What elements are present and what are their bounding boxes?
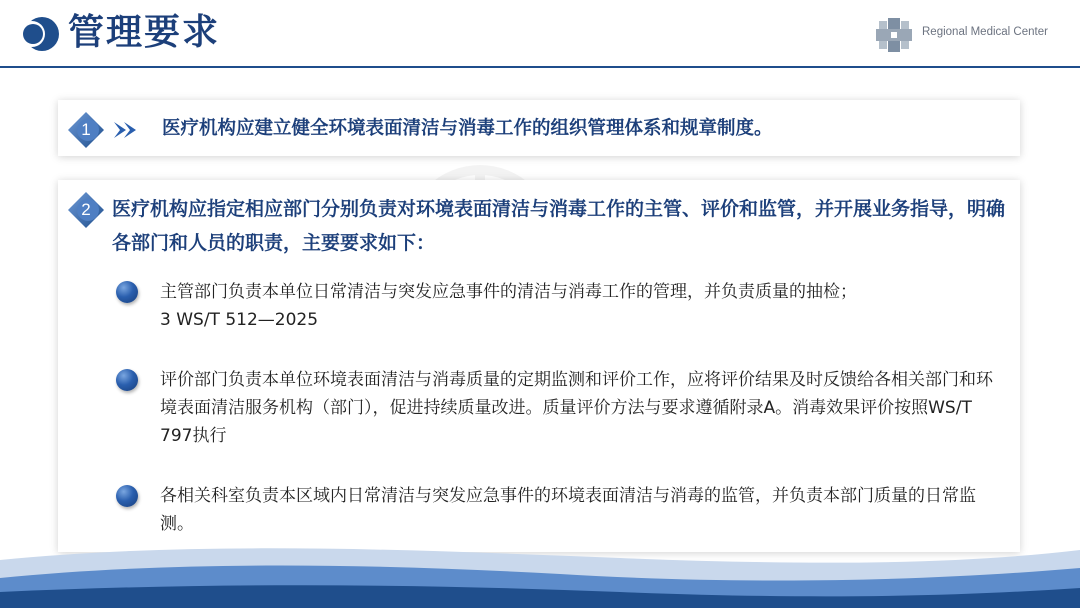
subitem-2: 评价部门负责本单位环境表面清洁与消毒质量的定期监测和评价工作，应将评价结果及时反馈给各相关部门和环境表面清洁服务机构（部门），促进持续质量改进。质量评价方法与要求遵循附录A。消毒效果评价按照WS/T 797执行: [160, 370, 993, 446]
subitem-1-line2: 3 WS/T 512—2025: [160, 310, 319, 330]
badge-number-2: 2: [81, 200, 91, 219]
medical-cross-icon: [876, 18, 912, 52]
page-title: 管理要求: [68, 12, 221, 53]
header-circles-icon: [16, 16, 62, 52]
footer-wave: [0, 520, 1080, 608]
subitem-3: 各相关科室负责本区域内日常清洁与突发应急事件的环境表面清洁与消毒的监管，并负责本部门质量的日常监测。: [160, 486, 976, 534]
header-divider: [0, 66, 1080, 68]
number-badge-1: [66, 110, 106, 150]
badge-number-1: 1: [81, 120, 91, 139]
chevron-right-icon: [114, 120, 140, 140]
brand-text: Regional Medical Center: [922, 26, 1048, 38]
subitem-1-line1: 主管部门负责本单位日常清洁与突发应急事件的清洁与消毒工作的管理，并负责质量的抽检；: [160, 282, 857, 302]
subitem-1: [160, 278, 1000, 334]
bullet-icon: [116, 485, 138, 507]
bullet-icon: [116, 281, 138, 303]
number-badge-2: [66, 190, 106, 230]
requirement-1-text: 医疗机构应建立健全环境表面清洁与消毒工作的组织管理体系和规章制度。: [162, 118, 773, 139]
bullet-icon: [116, 369, 138, 391]
header: [0, 0, 1080, 70]
requirement-2-text: 医疗机构应指定相应部门分别负责对环境表面清洁与消毒工作的主管、评价和监管，并开展业务指导，明确各部门和人员的职责，主要要求如下：: [112, 198, 1006, 254]
